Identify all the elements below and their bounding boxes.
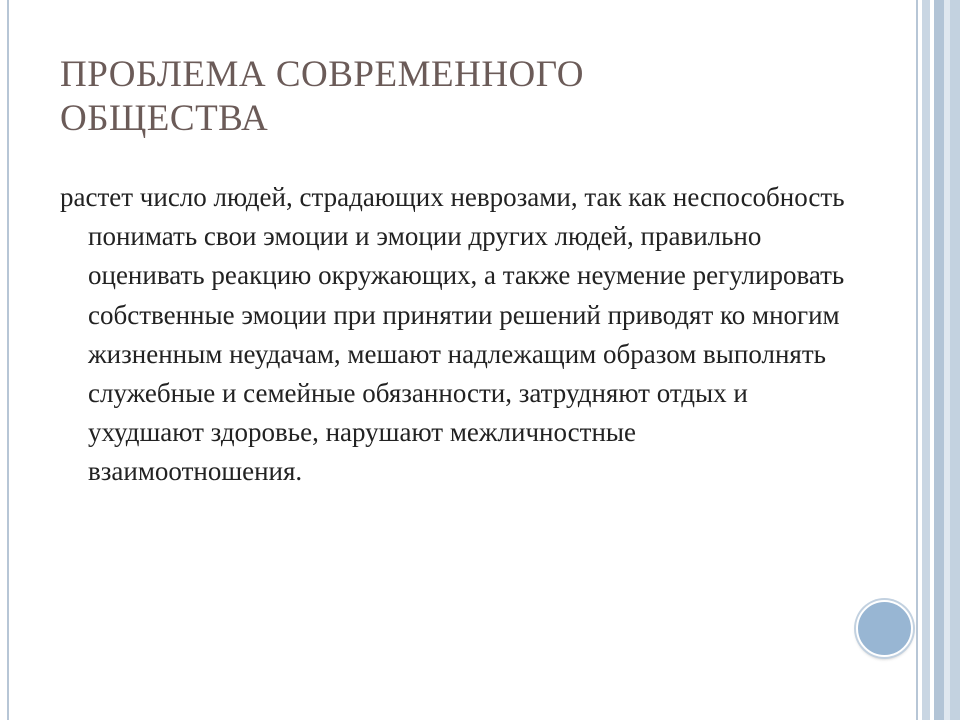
slide-body-text: растет число людей, страдающих неврозами, так как неспособность понимать свои эмоции и эмоции других людей, правильно оценивать реакцию окружающих, а также неумение регулировать собственные эмоции при принятии решений приводят ко многим жизненным неудачам, мешают надлежащим образом выполнять служебные и семейные обязанности, затрудняют отдых и ухудшают здоровье, нарушают межличностные взаимоотношения. [60,182,845,487]
title-line-1: ПРОБЛЕМА СОВРЕМЕННОГО [60,54,584,95]
title-line-2: ОБЩЕСТВА [60,98,269,139]
slide-title [60,53,880,141]
decorative-circle-icon [856,600,913,657]
decorative-side-stripes [918,0,960,720]
